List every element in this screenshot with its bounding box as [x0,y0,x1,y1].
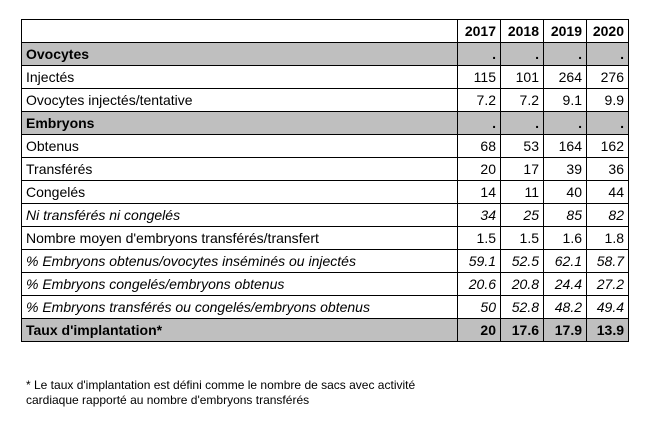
row-value-2019: 48.2 [544,296,587,319]
row-value-2019: 85 [544,204,587,227]
table-body [22,20,629,342]
row-value-2017: 115 [458,66,501,89]
footnote [26,378,415,408]
row-value-2019: . [544,112,587,135]
table-row [22,250,629,273]
row-value-2017: 20 [458,319,501,342]
row-value-2018: 17.6 [501,319,544,342]
row-value-2020: 9.9 [587,89,629,112]
footnote-line-2: cardiaque rapporté au nombre d'embryons transférés [26,393,310,407]
header-year-2020: 2020 [587,20,629,43]
table-row [22,204,629,227]
row-value-2017: 1.5 [458,227,501,250]
table-row [22,273,629,296]
table-row [22,66,629,89]
row-value-2019: 24.4 [544,273,587,296]
row-label: Nombre moyen d'embryons transférés/transfert [22,227,458,250]
row-value-2019: 264 [544,66,587,89]
row-value-2017: 34 [458,204,501,227]
row-label: Injectés [22,66,458,89]
row-value-2019: 40 [544,181,587,204]
header-row [22,20,629,43]
row-label: Congelés [22,181,458,204]
row-value-2017: . [458,112,501,135]
row-value-2018: 1.5 [501,227,544,250]
row-value-2020: 49.4 [587,296,629,319]
row-label: Ni transférés ni congelés [22,204,458,227]
row-value-2017: 59.1 [458,250,501,273]
row-value-2018: 20.8 [501,273,544,296]
total-row [22,319,629,342]
row-value-2018: 101 [501,66,544,89]
row-value-2020: 13.9 [587,319,629,342]
row-value-2017: 68 [458,135,501,158]
table-row [22,227,629,250]
row-label: Ovocytes [22,43,458,66]
row-value-2020: . [587,43,629,66]
row-value-2018: 7.2 [501,89,544,112]
row-label: % Embryons congelés/embryons obtenus [22,273,458,296]
row-value-2020: 276 [587,66,629,89]
header-year-2019: 2019 [544,20,587,43]
row-value-2019: 164 [544,135,587,158]
row-value-2019: . [544,43,587,66]
row-value-2018: . [501,112,544,135]
footnote-line-1: * Le taux d'implantation est défini comme le nombre de sacs avec activité [26,378,416,392]
header-label-cell [22,20,458,43]
row-value-2019: 39 [544,158,587,181]
row-value-2017: 7.2 [458,89,501,112]
row-label: Transférés [22,158,458,181]
row-value-2018: 53 [501,135,544,158]
row-value-2019: 9.1 [544,89,587,112]
row-value-2020: 162 [587,135,629,158]
row-label: Taux d'implantation* [22,319,458,342]
table-row [22,296,629,319]
row-value-2017: . [458,43,501,66]
table-row [22,181,629,204]
row-label: % Embryons obtenus/ovocytes inséminés ou injectés [22,250,458,273]
row-value-2018: 25 [501,204,544,227]
table-row [22,89,629,112]
row-value-2020: 27.2 [587,273,629,296]
row-label: Ovocytes injectés/tentative [22,89,458,112]
row-value-2018: 17 [501,158,544,181]
row-value-2018: 52.5 [501,250,544,273]
row-value-2020: 1.8 [587,227,629,250]
table-row [22,135,629,158]
row-value-2017: 20 [458,158,501,181]
row-value-2019: 1.6 [544,227,587,250]
row-value-2018: 11 [501,181,544,204]
row-value-2020: 82 [587,204,629,227]
row-label: Embryons [22,112,458,135]
row-value-2017: 50 [458,296,501,319]
header-year-2017: 2017 [458,20,501,43]
section-row [22,112,629,135]
row-value-2018: 52.8 [501,296,544,319]
header-year-2018: 2018 [501,20,544,43]
row-value-2020: . [587,112,629,135]
row-value-2017: 20.6 [458,273,501,296]
row-label: Obtenus [22,135,458,158]
row-value-2020: 44 [587,181,629,204]
row-value-2020: 58.7 [587,250,629,273]
table-row [22,158,629,181]
statistics-table [21,19,629,342]
row-value-2020: 36 [587,158,629,181]
row-value-2017: 14 [458,181,501,204]
section-row [22,43,629,66]
row-label: % Embryons transférés ou congelés/embryons obtenus [22,296,458,319]
row-value-2019: 17.9 [544,319,587,342]
row-value-2019: 62.1 [544,250,587,273]
row-value-2018: . [501,43,544,66]
